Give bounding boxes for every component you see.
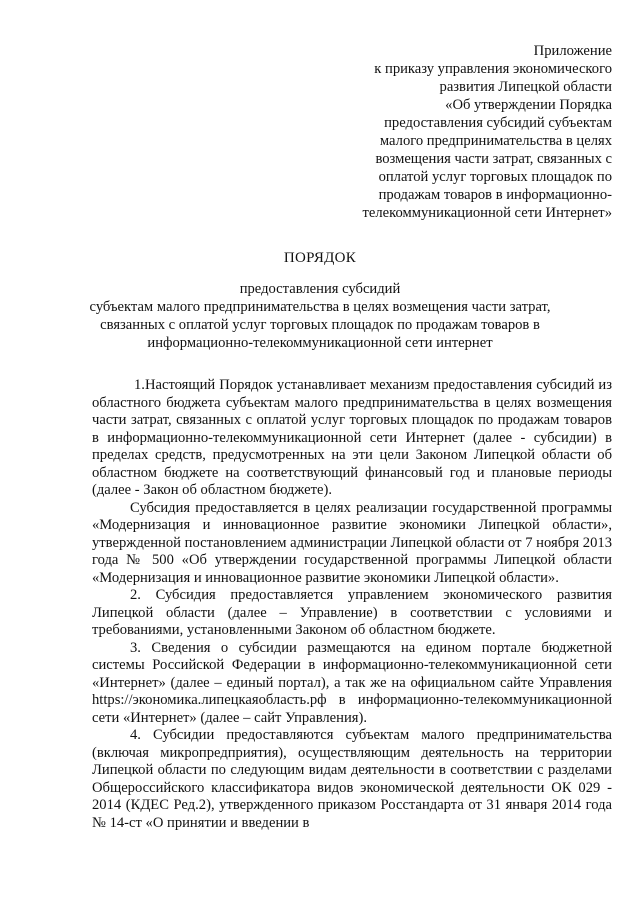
appendix-line: Приложение <box>533 43 612 59</box>
paragraph-4: 4. Субсидии предоставляются субъектам малого предпринимательства (включая микропредприятия), осуществляющим деятельность на территории Липецкой области по следующим видам деятельности в соответствии с разделами Общероссийского классификатора видов экономической деятельности ОК 029 - 2014 (КДЕС Ред.2), утвержденного приказом Росстандарта от 31 января 2014 года № 14-ст «О принятии и введении в <box>92 727 612 831</box>
appendix-line: оплатой услуг торговых площадок по <box>378 169 612 185</box>
appendix-block <box>322 42 612 222</box>
paragraph-3: 3. Сведения о субсидии размещаются на едином портале бюджетной системы Российской Федерации в информационно-телекоммуникационной сети «Интернет» (далее – единый портал), а так же на официальном сайте Управления https://экономика.липецкаяобласть.рф в информационно-телекоммуникационной сети «Интернет» (далее – сайт Управления). <box>92 639 612 726</box>
document-subtitle <box>60 280 580 352</box>
subtitle-line: субъектам малого предпринимательства в целях возмещения части затрат, <box>89 299 551 315</box>
paragraph-2: 2. Субсидия предоставляется управлением экономического развития Липецкой области (далее – Управление) в соответствии с условиями и требованиями, установленными Законом об областном бюджете. <box>92 587 612 638</box>
appendix-line: развития Липецкой области <box>439 79 612 95</box>
subtitle-line: связанных с оплатой услуг торговых площадок по продажам товаров в <box>100 317 540 333</box>
document-title: ПОРЯДОК <box>283 250 357 266</box>
subtitle-line: предоставления субсидий <box>239 281 401 297</box>
appendix-line: возмещения части затрат, связанных с <box>375 151 612 167</box>
appendix-line: телекоммуникационной сети Интернет» <box>362 205 612 221</box>
document-body <box>92 377 612 832</box>
appendix-line: малого предпринимательства в целях <box>379 133 612 149</box>
appendix-line: «Об утверждении Порядка <box>445 97 612 113</box>
appendix-line: предоставления субсидий субъектам <box>384 115 612 131</box>
subtitle-line: информационно-телекоммуникационной сети интернет <box>147 335 493 351</box>
appendix-line: к приказу управления экономического <box>374 61 612 77</box>
paragraph-1: 1.Настоящий Порядок устанавливает механизм предоставления субсидий из областного бюджета субъектам малого предпринимательства в целях возмещения части затрат, связанных с оплатой услуг торговых площадок по продажам товаров в информационно-телекоммуникационной сети Интернет (далее - субсидии) в пределах средств, предусмотренных на эти цели Законом Липецкой области об областном бюджете на соответствующий финансовый год и плановые периоды (далее - Закон об областном бюджете). <box>92 377 612 498</box>
appendix-line: продажам товаров в информационно- <box>378 187 612 203</box>
paragraph-subsidy-purpose: Субсидия предоставляется в целях реализации государственной программы «Модернизация и инновационное развитие экономики Липецкой области», утвержденной постановлением администрации Липецкой области от 7 ноября 2013 года № 500 «Об утверждении государственной программы Липецкой области «Модернизация и инновационное развитие экономики Липецкой области». <box>92 499 612 586</box>
